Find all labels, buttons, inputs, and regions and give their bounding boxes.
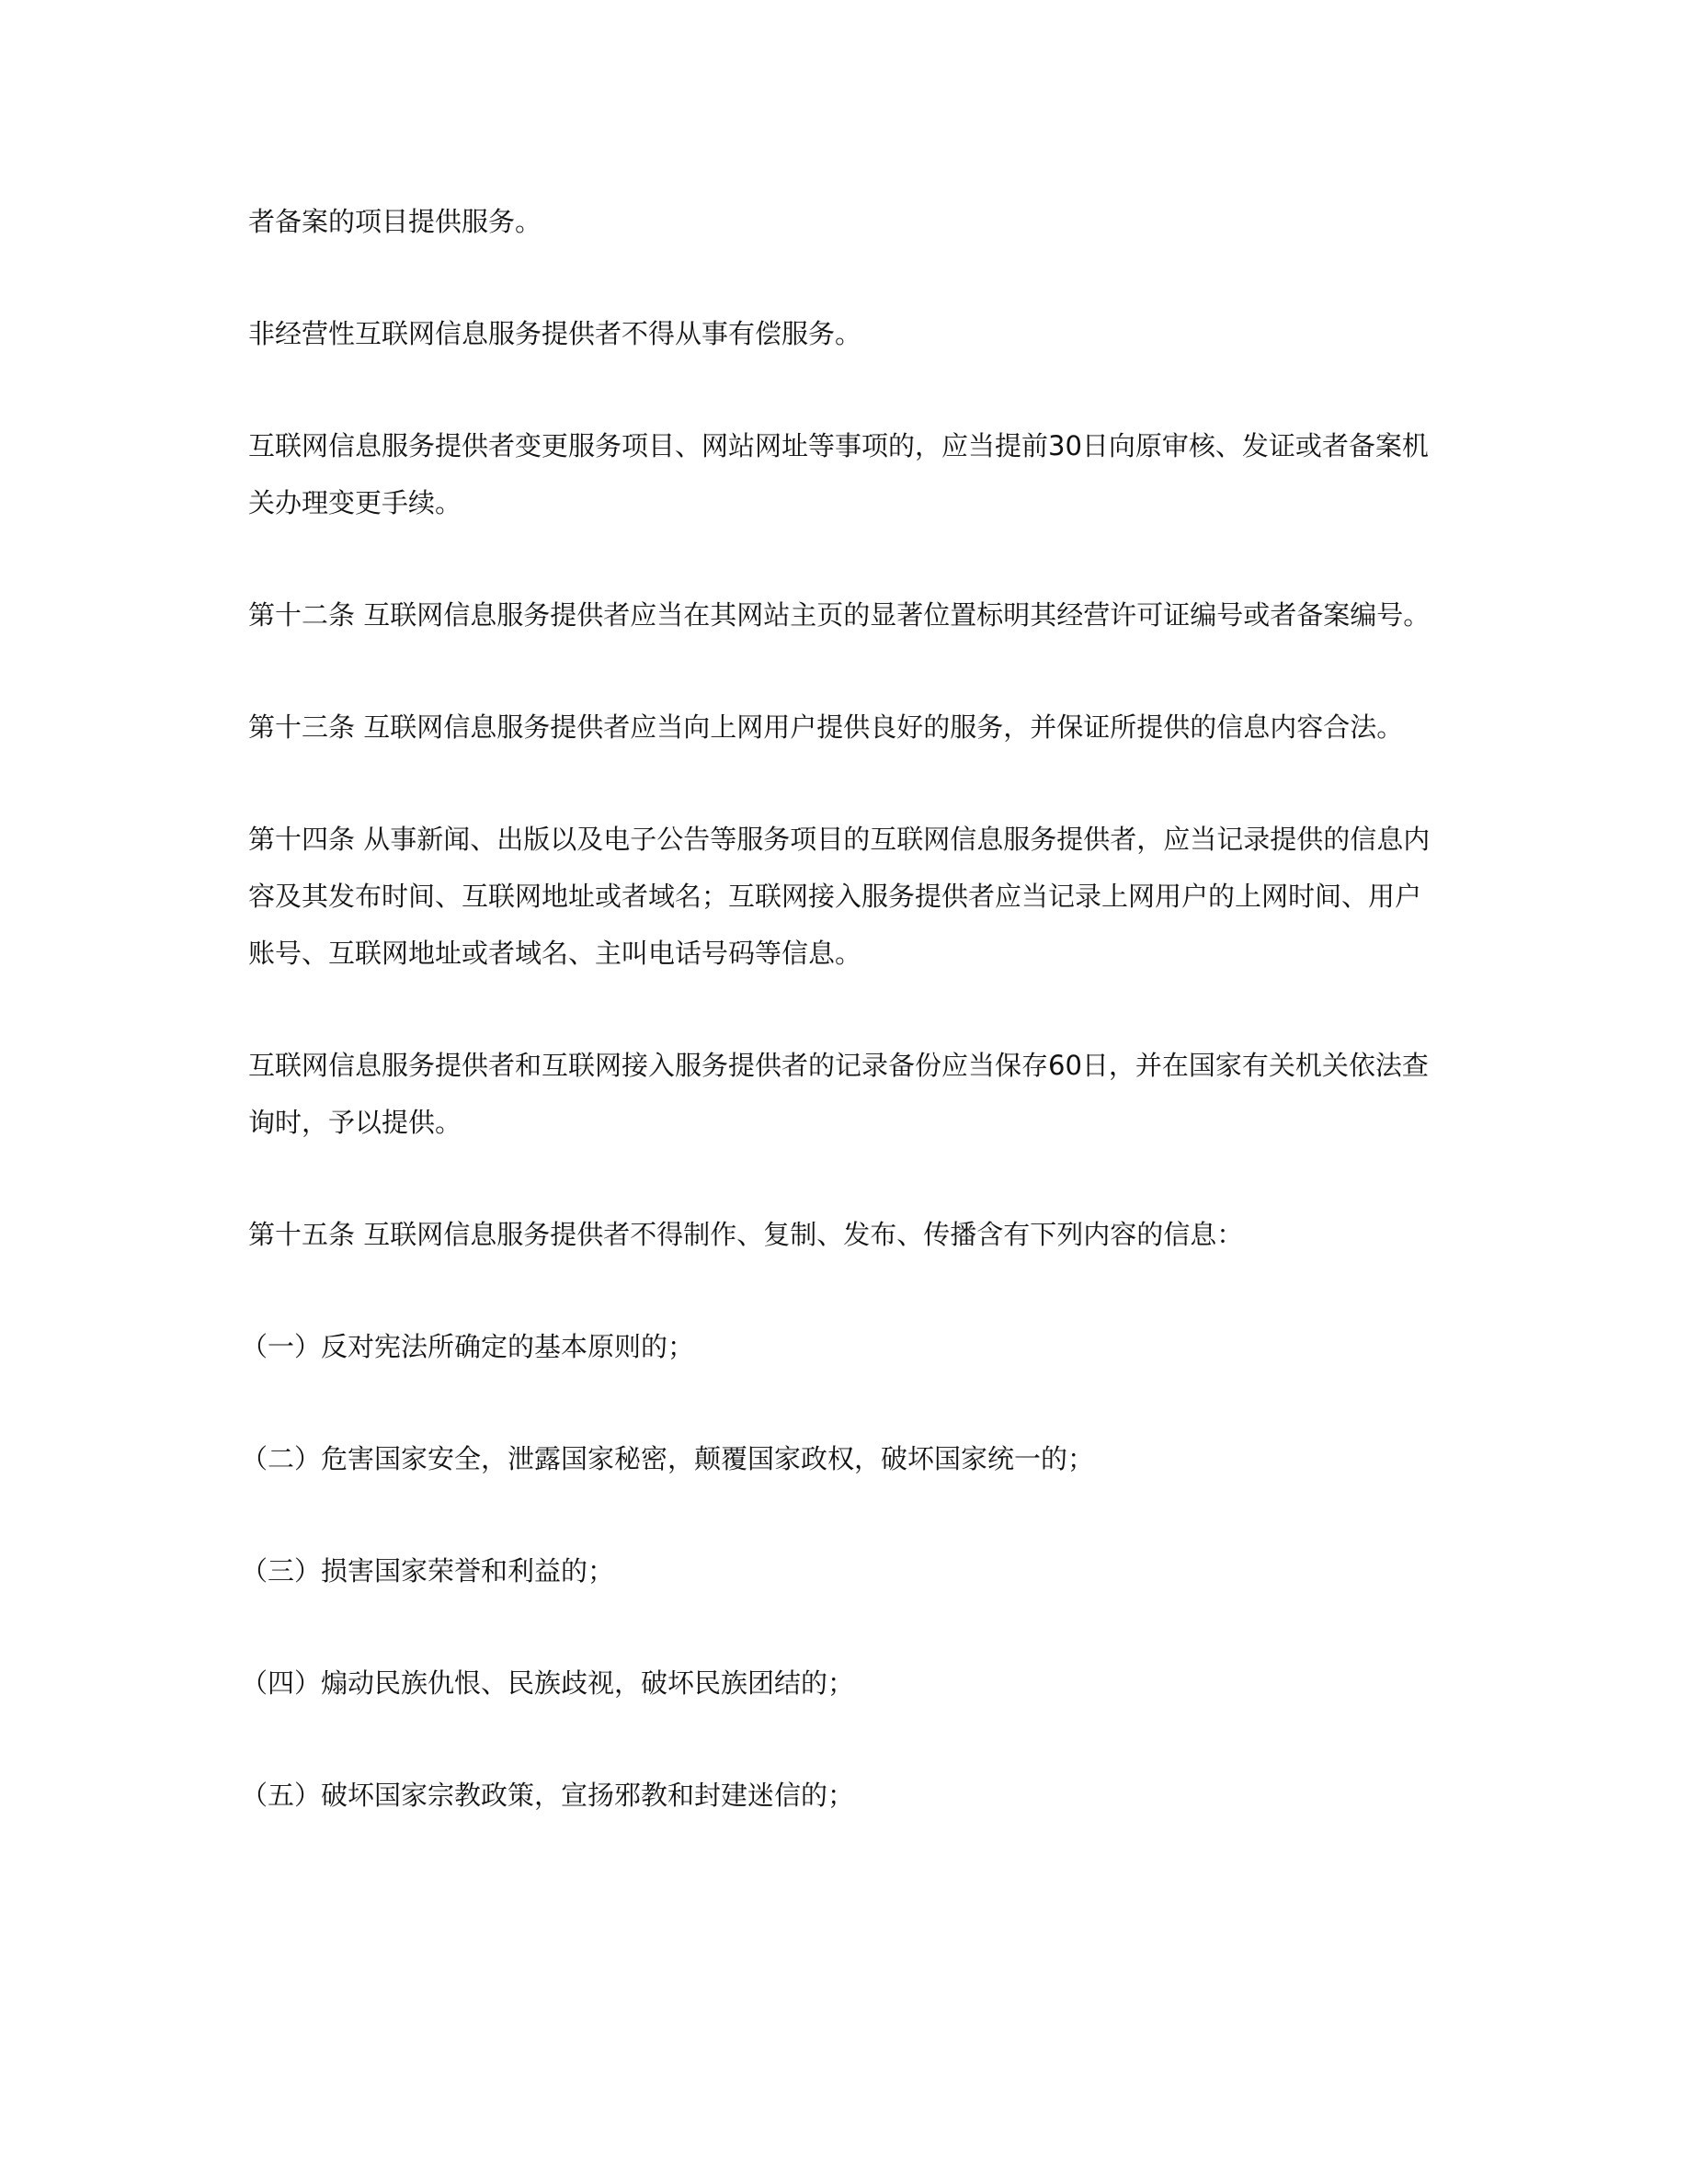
article-13: 第十三条 互联网信息服务提供者应当向上网用户提供良好的服务，并保证所提供的信息内容合法。 — [248, 711, 1404, 743]
article-12: 第十二条 互联网信息服务提供者应当在其网站主页的显著位置标明其经营许可证编号或者备案编号。 — [248, 599, 1431, 631]
paragraph-non-commercial: 非经营性互联网信息服务提供者不得从事有偿服务。 — [248, 318, 862, 349]
list-item-1: （一）反对宪法所确定的基本原则的； — [241, 1331, 695, 1362]
list-item-5: （五）破坏国家宗教政策，宣扬邪教和封建迷信的； — [241, 1780, 855, 1811]
list-item-3: （三）损害国家荣誉和利益的； — [241, 1555, 615, 1587]
document-body — [241, 193, 1443, 1879]
paragraph-continuation: 者备案的项目提供服务。 — [248, 206, 542, 237]
paragraph-record-retention: 互联网信息服务提供者和互联网接入服务提供者的记录备份应当保存60日，并在国家有关机关依法查询时，予以提供。 — [248, 1050, 1429, 1138]
list-item-2: （二）危害国家安全，泄露国家秘密，颠覆国家政权，破坏国家统一的； — [241, 1443, 1095, 1474]
paragraph-change-procedure: 互联网信息服务提供者变更服务项目、网站网址等事项的，应当提前30日向原审核、发证或者备案机关办理变更手续。 — [248, 430, 1429, 518]
article-14: 第十四条 从事新闻、出版以及电子公告等服务项目的互联网信息服务提供者，应当记录提供的信息内容及其发布时间、互联网地址或者域名；互联网接入服务提供者应当记录上网用户的上网时间、用户账号、互联网地址或者域名、主叫电话号码等信息。 — [248, 824, 1431, 969]
article-15: 第十五条 互联网信息服务提供者不得制作、复制、发布、传播含有下列内容的信息： — [248, 1219, 1244, 1250]
list-item-4: （四）煽动民族仇恨、民族歧视，破坏民族团结的； — [241, 1667, 855, 1699]
